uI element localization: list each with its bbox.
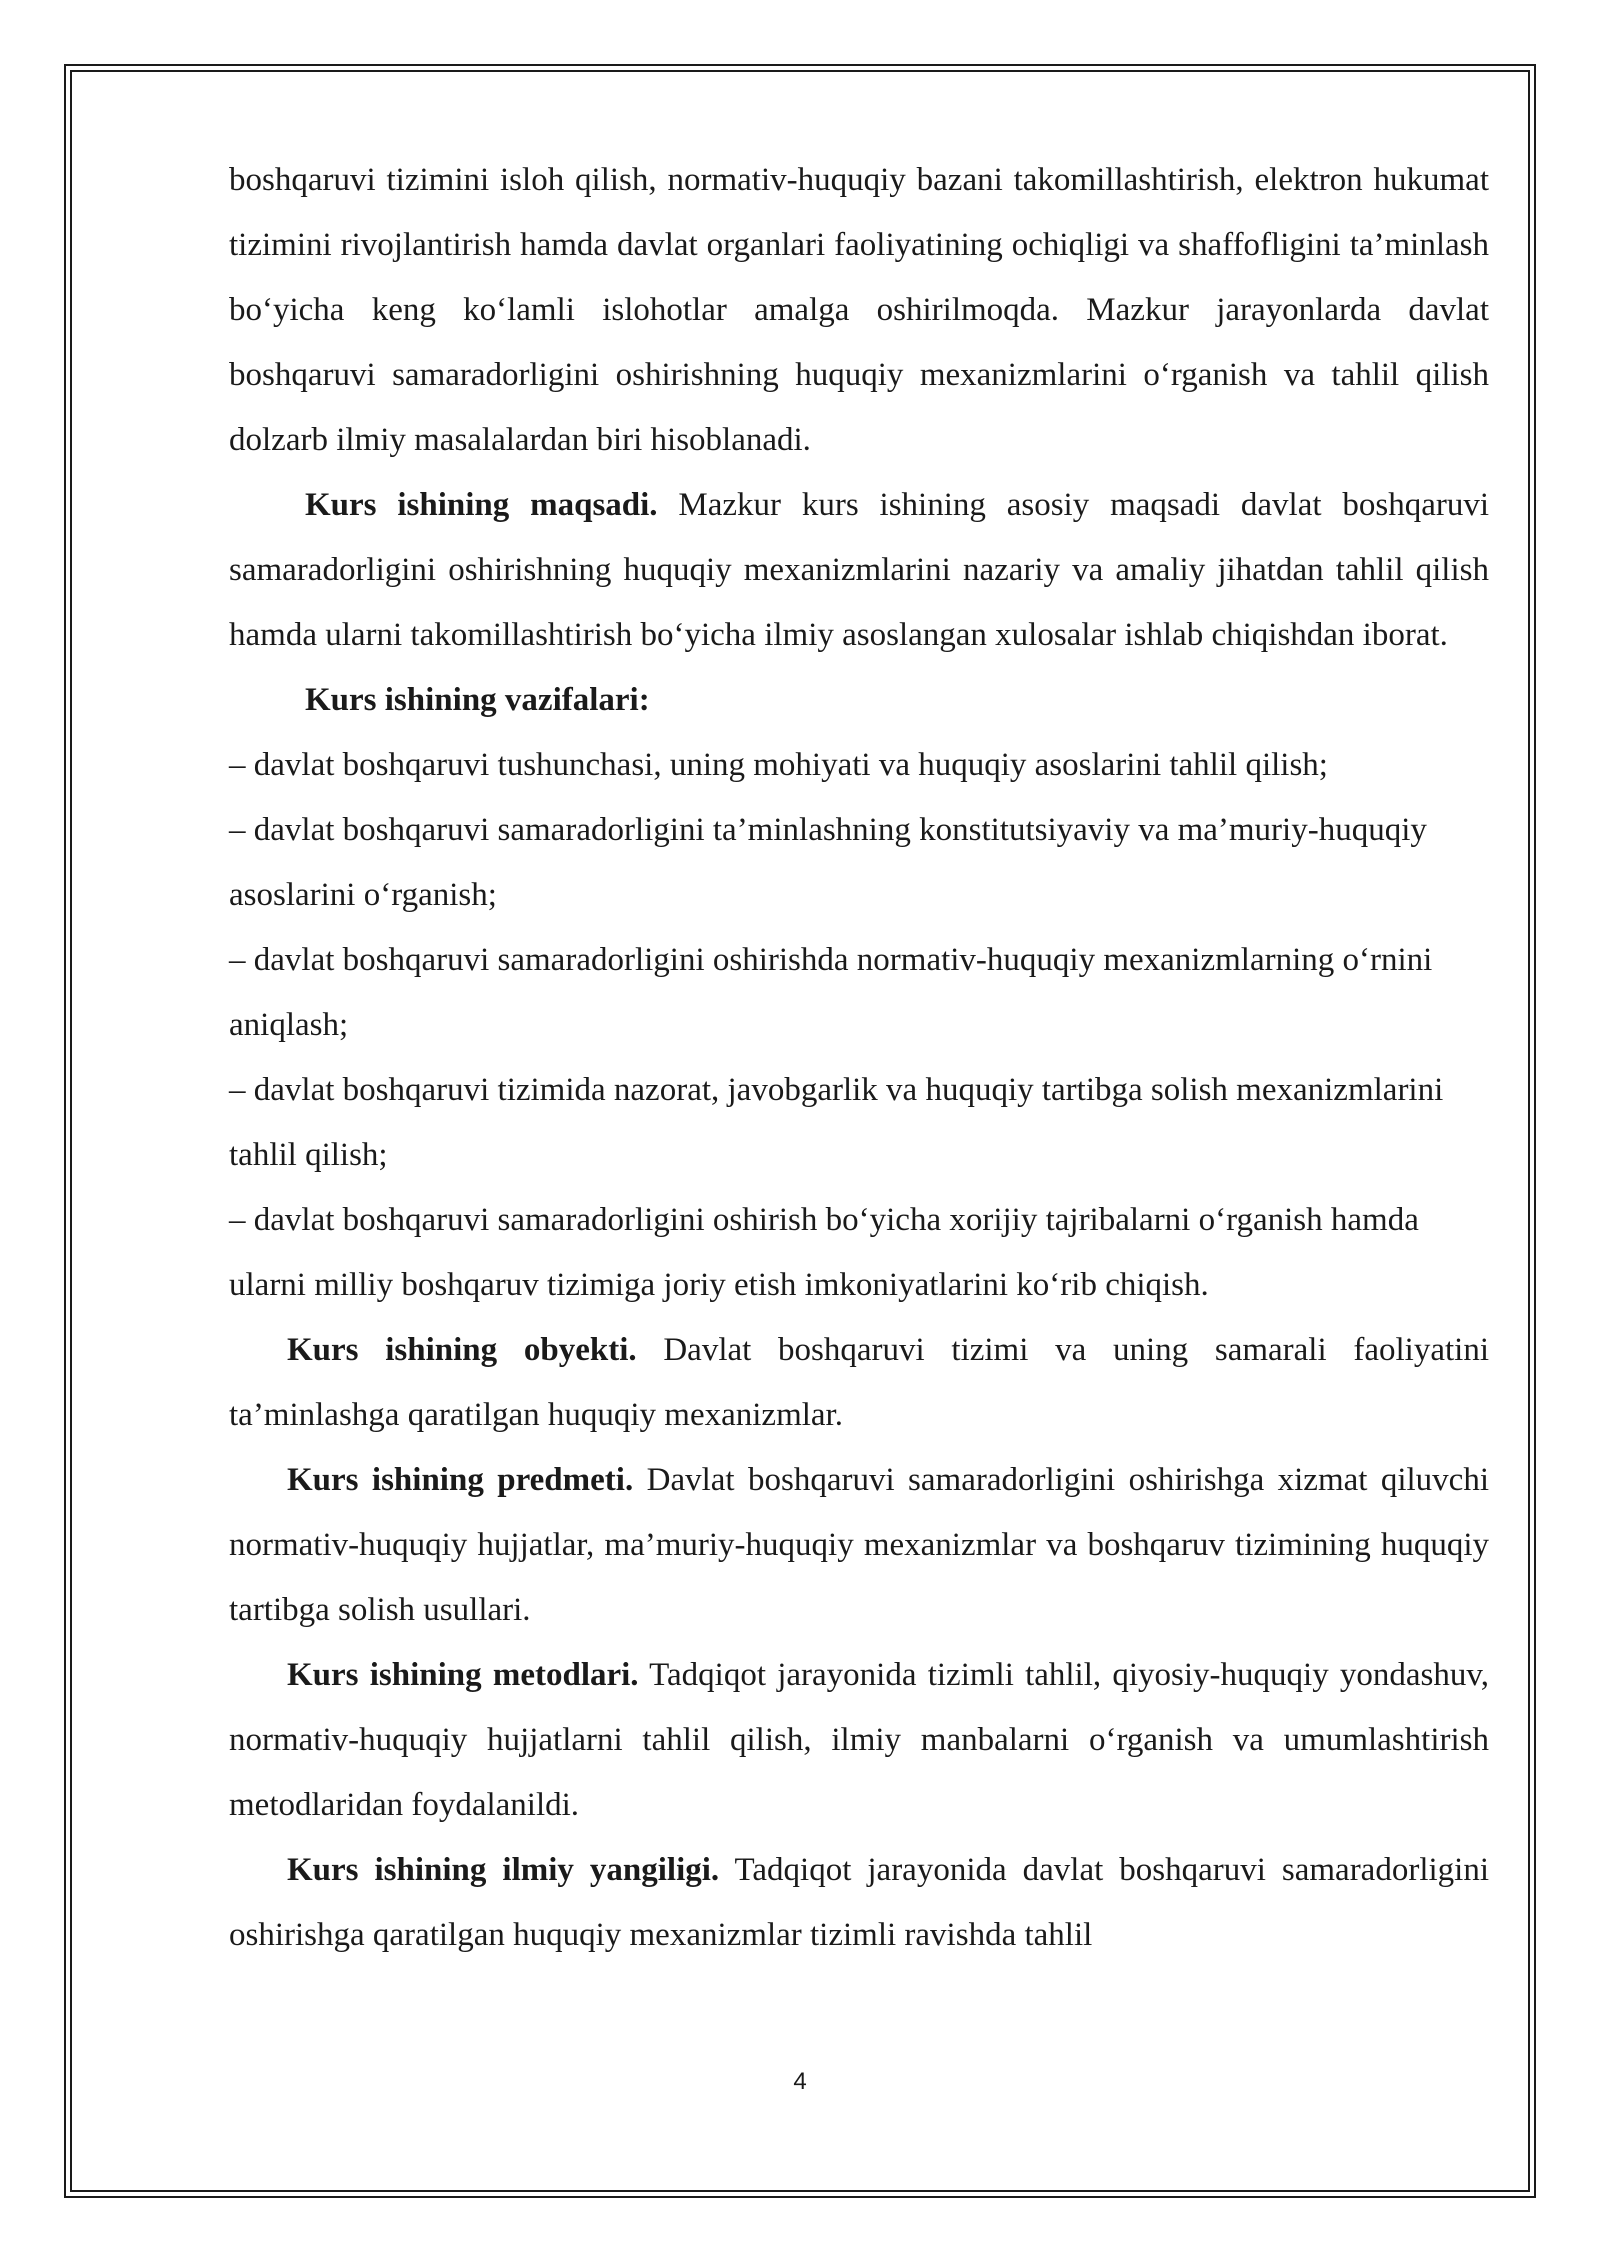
novelty-paragraph [229,1838,1489,1968]
tasks-heading: Kurs ishining vazifalari: [305,682,650,718]
paragraph-text: boshqaruvi tizimini isloh qilish, normativ-huquqiy bazani takomillashtirish, elektron hukumat tizimini rivojlantirish hamda davlat organlari faoliyatining ochiqligi va shaffofligini ta’minlash bo‘yicha keng ko‘lamli islohotlar amalga oshirilmoqda. Mazkur jarayonlarda davlat boshqaruvi samaradorligini oshirishning huquqiy mexanizmlarini o‘rganish va tahlil qilish dolzarb ilmiy masalalardan biri hisoblanadi. [229,162,1489,458]
subject-heading: Kurs ishining predmeti. [287,1462,634,1498]
page-body [229,148,1489,1968]
object-paragraph [229,1318,1489,1448]
page-number: 4 [793,2068,807,2095]
subject-text: Davlat boshqaruvi samaradorligini oshirishga xizmat qiluvchi normativ-huquqiy hujjatlar, ma’muriy-huquqiy mexanizmlar va boshqaruv tizimining huquqiy tartibga solish usullari. [229,1462,1489,1628]
object-text: Davlat boshqaruvi tizimi va uning samarali faoliyatini ta’minlashga qaratilgan huquqiy mexanizmlar. [229,1332,1489,1433]
methods-heading: Kurs ishining metodlari. [287,1657,639,1693]
methods-text: Tadqiqot jarayonida tizimli tahlil, qiyosiy-huquqiy yondashuv, normativ-huquqiy hujjatlarni tahlil qilish, ilmiy manbalarni o‘rganish va umumlashtirish metodlaridan foydalanildi. [229,1657,1489,1823]
novelty-heading: Kurs ishining ilmiy yangiligi. [287,1852,720,1888]
goal-heading: Kurs ishining maqsadi. [305,487,658,523]
goal-text: Mazkur kurs ishining asosiy maqsadi davlat boshqaruvi samaradorligini oshirishning huquqiy mexanizmlarini nazariy va amaliy jihatdan tahlil qilish hamda ularni takomillashtirish bo‘yicha ilmiy asoslangan xulosalar ishlab chiqishdan iborat. [229,487,1490,653]
task-item: – davlat boshqaruvi tushunchasi, uning mohiyati va huquqiy asoslarini tahlil qilish; [229,747,1328,783]
task-item: – davlat boshqaruvi samaradorligini oshirishda normativ-huquqiy mexanizmlarning o‘rnini aniqlash; [229,942,1433,1043]
intro-paragraph [229,148,1489,473]
methods-paragraph [229,1643,1489,1838]
object-heading: Kurs ishining obyekti. [287,1332,637,1368]
goal-paragraph [229,473,1489,668]
tasks-heading-paragraph [229,668,1489,733]
subject-paragraph [229,1448,1489,1643]
novelty-text: Tadqiqot jarayonida davlat boshqaruvi samaradorligini oshirishga qaratilgan huquqiy mexanizmlar tizimli ravishda tahlil [229,1852,1489,1953]
task-item: – davlat boshqaruvi samaradorligini oshirish bo‘yicha xorijiy tajribalarni o‘rganish hamda ularni milliy boshqaruv tizimiga joriy etish imkoniyatlarini ko‘rib chiqish. [229,1202,1419,1303]
task-item: – davlat boshqaruvi tizimida nazorat, javobgarlik va huquqiy tartibga solish mexanizmlarini tahlil qilish; [229,1072,1444,1173]
task-item: – davlat boshqaruvi samaradorligini ta’minlashning konstitutsiyaviy va ma’muriy-huquqiy asoslarini o‘rganish; [229,812,1427,913]
